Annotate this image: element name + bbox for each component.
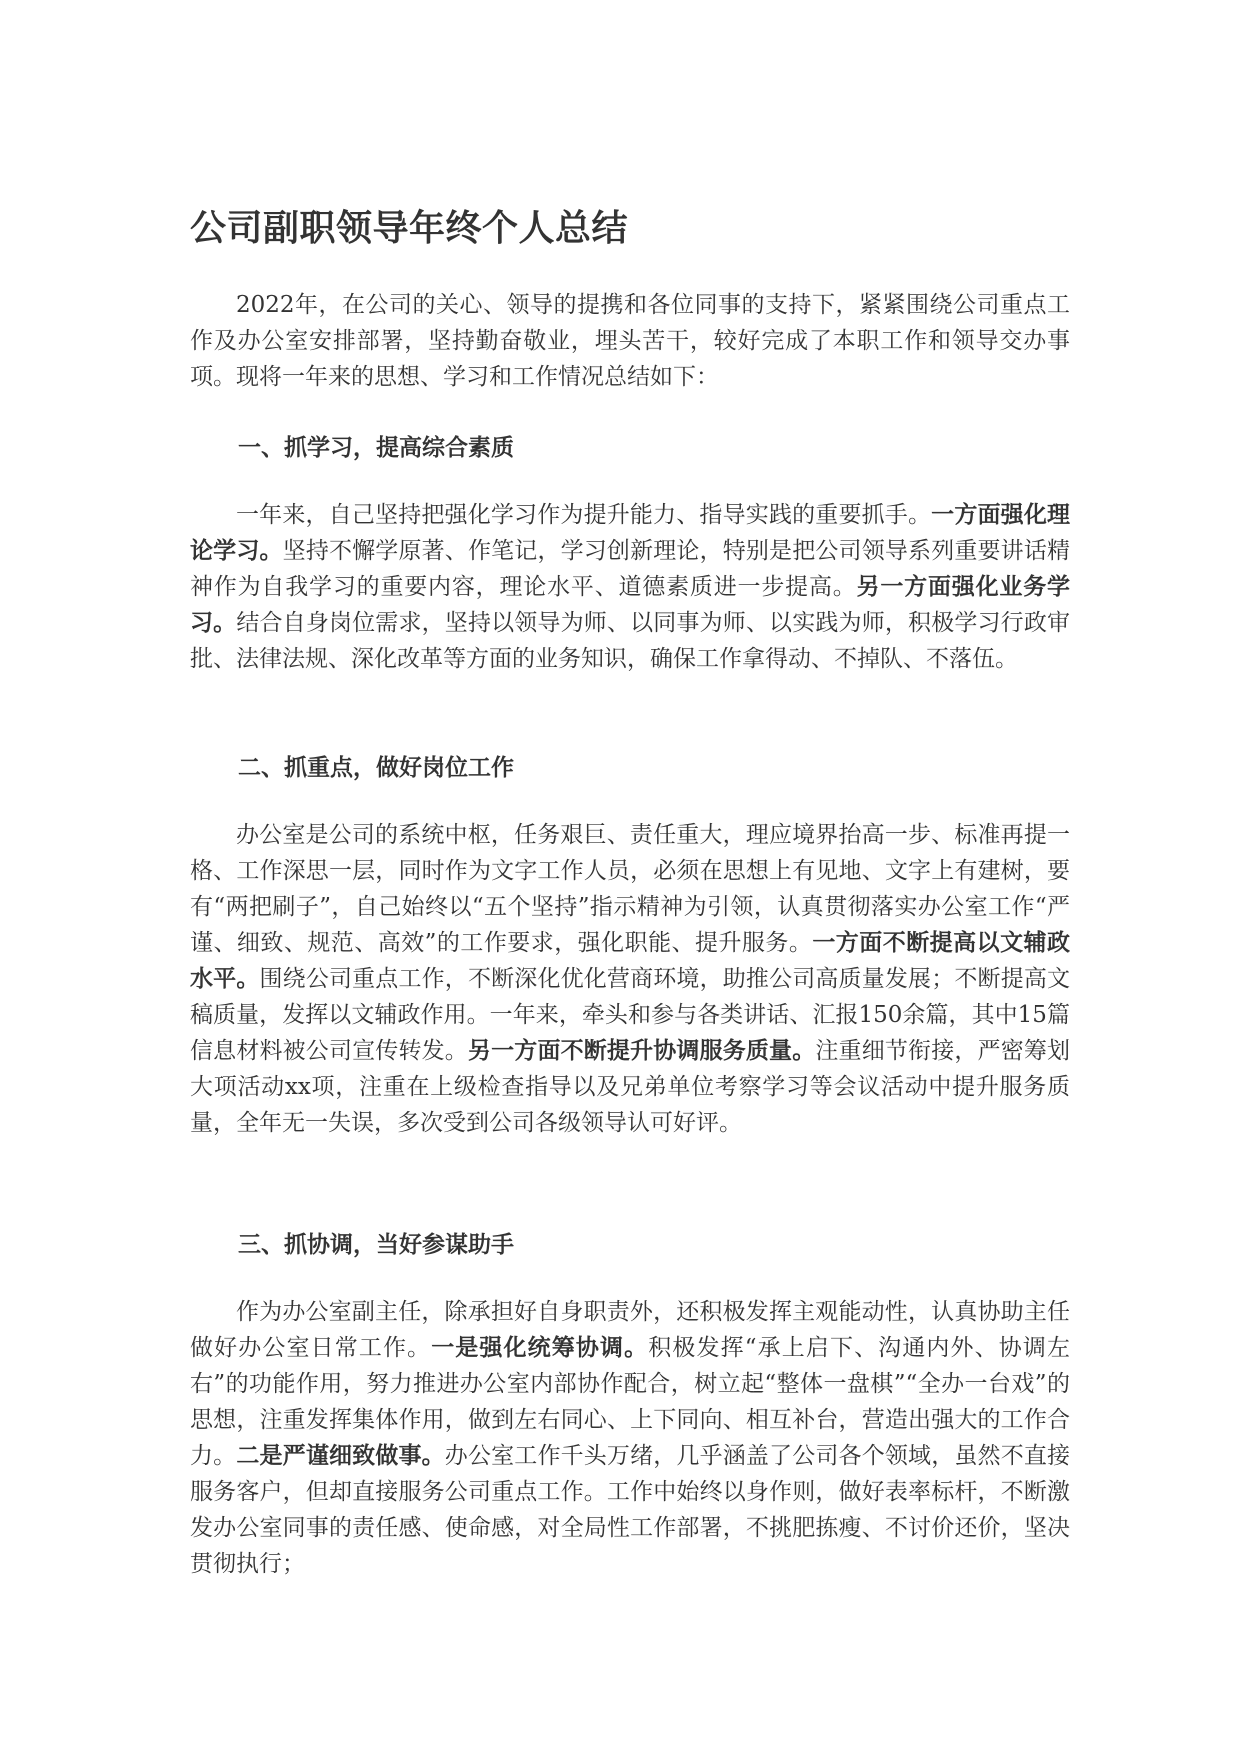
section-1-text-2: 坚持不懈学原著、作笔记，学习创新理论，特别是把公司领导系列重要讲话精神作为自我学习的重要内容，理论水平、道德素质进一步提高。	[190, 538, 1071, 600]
section-3-paragraph	[190, 1294, 1070, 1582]
section-3-bold-1: 一是强化统筹协调。	[431, 1335, 649, 1361]
section-1-text-3: 结合自身岗位需求，坚持以领导为师、以同事为师、以实践为师，积极学习行政审批、法律法规、深化改革等方面的业务知识，确保工作拿得动、不掉队、不落伍。	[190, 610, 1071, 672]
section-2-paragraph	[190, 817, 1070, 1141]
section-3-text-2: 积极发挥“承上启下、沟通内外、协调左右”的功能作用，努力推进办公室内部协作配合，树立起“整体一盘棋”“全办一台戏”的思想，注重发挥集体作用，做到左右同心、上下同向、相互补台，营造出强大的工作合力。	[190, 1335, 1071, 1469]
section-2-text-3: 注重细节衔接，严密筹划大项活动xx项，注重在上级检查指导以及兄弟单位考察学习等会议活动中提升服务质量，全年无一失误，多次受到公司各级领导认可好评。	[190, 1038, 1071, 1136]
section-2-text-2: 围绕公司重点工作，不断深化优化营商环境，助推公司高质量发展；不断提高文稿质量，发挥以文辅政作用。一年来，牵头和参与各类讲话、汇报150余篇，其中15篇信息材料被公司宣传转发。	[190, 966, 1071, 1064]
section-1-paragraph	[190, 497, 1070, 677]
section-1-bold-1: 一方面强化理论学习。	[190, 502, 1071, 564]
section-2-bold-1: 一方面不断提高以文辅政水平。	[190, 930, 1071, 992]
section-3-heading: 三、抓协调，当好参谋助手	[238, 1232, 514, 1258]
section-2-text-1: 办公室是公司的系统中枢，任务艰巨、责任重大，理应境界抬高一步、标准再提一格、工作深思一层，同时作为文字工作人员，必须在思想上有见地、文字上有建树，要有“两把刷子”，自己始终以“五个坚持”指示精神为引领，认真贯彻落实办公室工作“严谨、细致、规范、高效”的工作要求，强化职能、提升服务。	[190, 822, 1070, 956]
section-3-text-1: 作为办公室副主任，除承担好自身职责外，还积极发挥主观能动性，认真协助主任做好办公室日常工作。	[190, 1299, 1070, 1361]
section-1-heading: 一、抓学习，提高综合素质	[238, 435, 514, 461]
intro-paragraph: 2022年，在公司的关心、领导的提携和各位同事的支持下，紧紧围绕公司重点工作及办公室安排部署，坚持勤奋敬业，埋头苦干，较好完成了本职工作和领导交办事项。现将一年来的思想、学习和工作情况总结如下：	[190, 292, 1070, 390]
section-2-heading: 二、抓重点，做好岗位工作	[238, 755, 514, 781]
section-3-bold-2: 二是严谨细致做事。	[236, 1443, 445, 1469]
section-3-text-3: 办公室工作千头万绪，几乎涵盖了公司各个领域，虽然不直接服务客户，但却直接服务公司重点工作。工作中始终以身作则，做好表率标杆，不断激发办公室同事的责任感、使命感，对全局性工作部署，不挑肥拣瘦、不讨价还价，坚决贯彻执行；	[190, 1443, 1071, 1577]
section-1-text-1: 一年来，自己坚持把强化学习作为提升能力、指导实践的重要抓手。	[236, 502, 932, 528]
section-2-bold-2: 另一方面不断提升协调服务质量。	[467, 1038, 816, 1064]
section-1-bold-2: 另一方面强化业务学习。	[190, 574, 1071, 636]
document-title: 公司副职领导年终个人总结	[190, 208, 629, 249]
